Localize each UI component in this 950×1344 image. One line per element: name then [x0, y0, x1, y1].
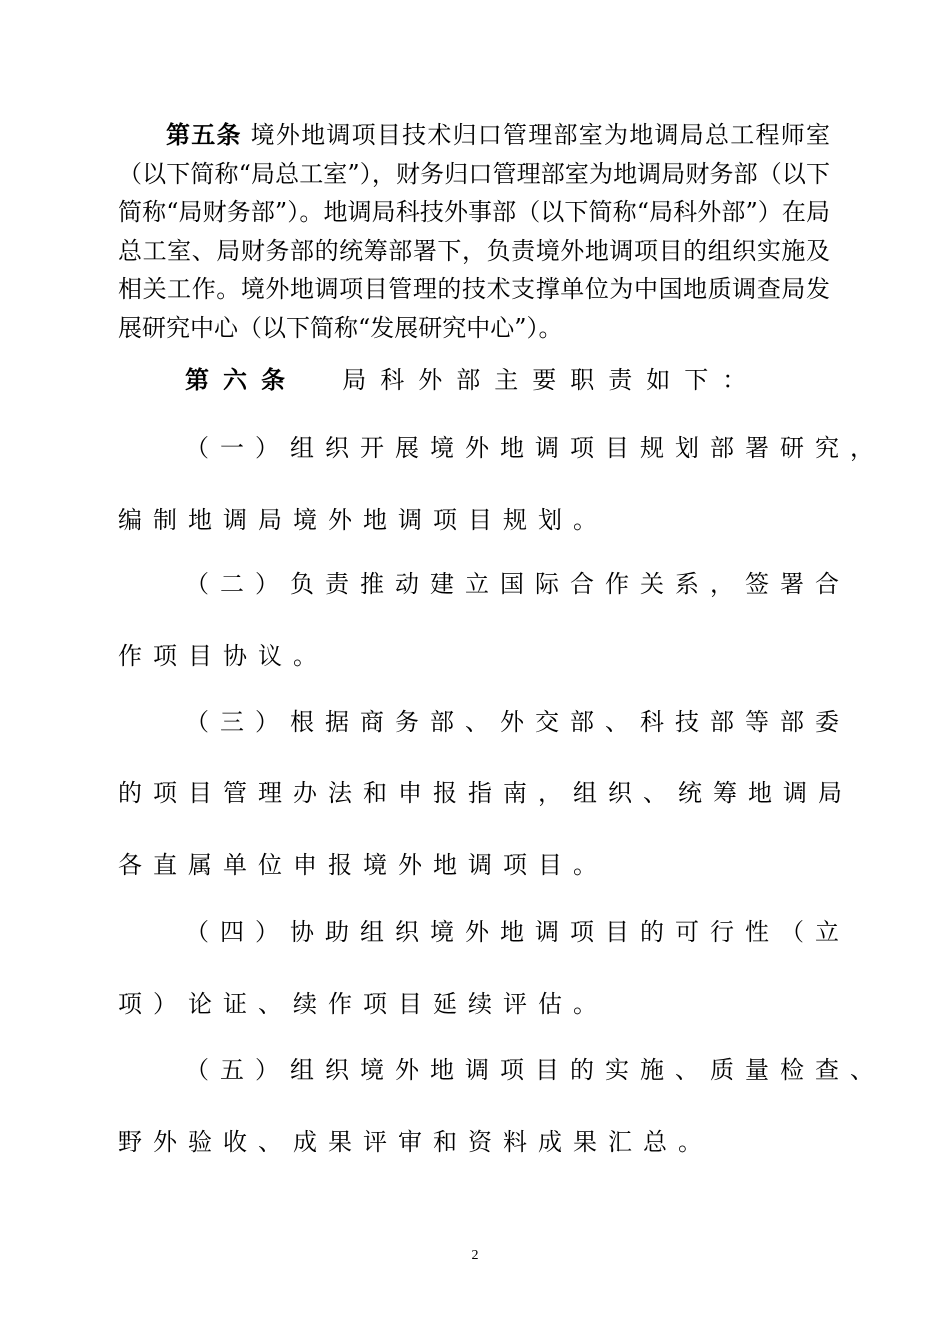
item-3-line-1: （三）根据商务部、外交部、科技部等部委 — [185, 708, 850, 736]
article-6-heading: 第六条 — [185, 365, 299, 394]
item-4-line-1: （四）协助组织境外地调项目的可行性（立 — [185, 918, 850, 946]
item-4-line-2: 项）论证、续作项目延续评估。 — [118, 990, 608, 1018]
item-3-line-2: 的项目管理办法和申报指南，组织、统筹地调局 — [118, 779, 853, 807]
item-2-line-1: （二）负责推动建立国际合作关系，签署合 — [185, 570, 850, 598]
item-3-line-3: 各直属单位申报境外地调项目。 — [118, 851, 608, 879]
article-6-heading-line — [185, 360, 760, 395]
item-2-line-2: 作项目协议。 — [118, 642, 328, 670]
item-1-line-2: 编制地调局境外地调项目规划。 — [118, 506, 608, 534]
item-5-line-1: （五）组织境外地调项目的实施、质量检查、 — [185, 1056, 885, 1084]
page-number: 2 — [471, 1248, 479, 1263]
article-5-body: 境外地调项目技术归口管理部室为地调局总工程师室（以下简称“局总工室”），财务归口管理部室为地调局财务部（以下简称“局财务部”）。地调局科技外事部（以下简称“局科外部”）在局总工室、局财务部的统筹部署下，负责境外地调项目的组织实施及相关工作。境外地调项目管理的技术支撑单位为中国地质调查局发展研究中心（以下简称“发展研究中心”）。 — [118, 121, 830, 342]
article-5-heading: 第五条 — [166, 120, 242, 149]
article-6-intro: 局科外部主要职责如下： — [342, 366, 761, 394]
item-1-line-1: （一）组织开展境外地调项目规划部署研究， — [185, 434, 885, 462]
article-5-paragraph — [118, 116, 830, 347]
item-5-line-2: 野外验收、成果评审和资料成果汇总。 — [118, 1128, 713, 1156]
